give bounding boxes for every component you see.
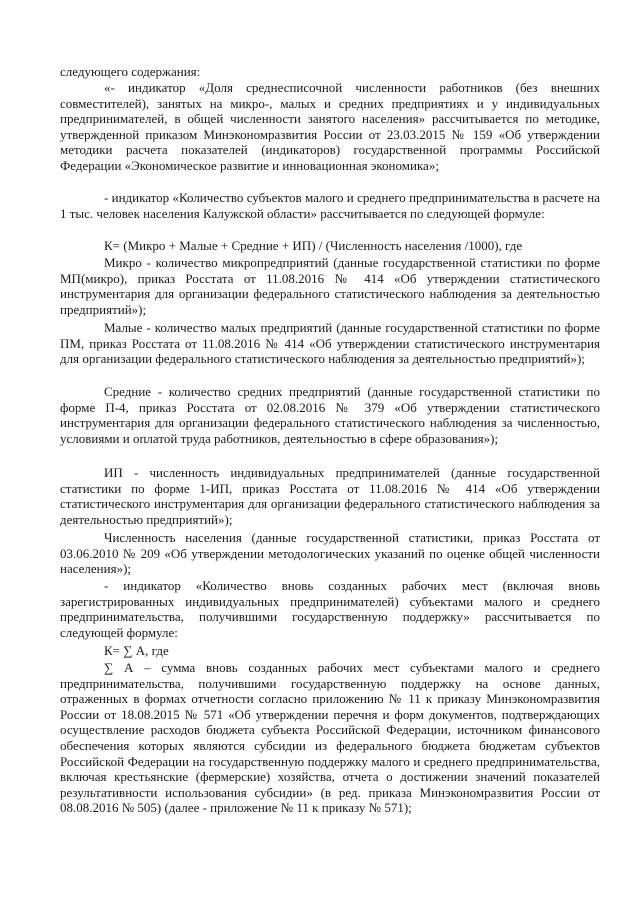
paragraph-medium: Средние - количество средних предприятий (данные государственной статистики по форме П-4, приказ Росстата от 02.08.2016 № 379 «Об утверждении статистического инструментария для организации федерального статистического наблюдения за численностью, условиями и оплатой труда работников, деятельностью в сфере образования»);	[60, 384, 600, 446]
paragraph-indicator-share: «- индикатор «Доля среднесписочной численности работников (без внешних совместителей), занятых на микро-, малых и средних предприятиях и у индивидуальных предпринимателей, в общей численности занятого населения» рассчитывается по методике, утвержденной приказом Минэкономразвития России от 23.03.2015 № 159 «Об утверждении методики расчета показателей (индикаторов) государственной программы Российской Федерации «Экономическое развитие и инновационная экономика»;	[60, 80, 600, 173]
paragraph-formula-k: К= (Микро + Малые + Средние + ИП) / (Численность населения /1000), где	[104, 238, 523, 253]
paragraph-sum-definition: ∑ А – сумма вновь созданных рабочих мест субъектами малого и среднего предпринимательства, получившими государственную поддержку на основе данных, отраженных в формах отчетности согласно приложению № 11 к приказу Минэкономразвития России от 18.08.2015 № 571 «Об утверждении перечня и форм документов, подтверждающих осуществление расходов бюджета субъекта Российской Федерации, источником финансового обеспечения которых являются субсидии из федерального бюджета бюджетам субъектов Российской Федерации на государственную поддержку малого и среднего предпринимательства, включая крестьянские (фермерские) хозяйства, отчета о достижении значений показателей результативности использования субсидии» (в ред. приказа Минэкономразвития России от 08.08.2016 № 505) (далее - приложение № 11 к приказу № 571);	[60, 660, 600, 816]
paragraph-ip: ИП - численность индивидуальных предпринимателей (данные государственной статистики по форме 1-ИП, приказ Росстата от 11.08.2016 № 414 «Об утверждении статистического инструментария для организации федерального статистического наблюдения за деятельностью предприятий»);	[60, 465, 600, 527]
paragraph-small: Малые - количество малых предприятий (данные государственной статистики по форме ПМ, приказ Росстата от 11.08.2016 № 414 «Об утверждении статистического инструментария для организации федерального статистического наблюдения за деятельностью предприятий»);	[60, 320, 600, 367]
paragraph-population: Численность населения (данные государственной статистики, приказ Росстата от 03.06.2010 № 209 «Об утверждении методологических указаний по оценке общей численности населения»);	[60, 530, 600, 577]
paragraph-indicator-count: - индикатор «Количество субъектов малого и среднего предпринимательства в расчете на 1 тыс. человек населения Калужской области» рассчитывается по следующей формуле:	[60, 190, 600, 221]
paragraph-micro: Микро - количество микропредприятий (данные государственной статистики по форме МП(микро), приказ Росстата от 11.08.2016 № 414 «Об утверждении статистического инструментария для организации федерального статистического наблюдения за деятельностью предприятий»);	[60, 255, 600, 317]
paragraph-formula-sum: К= ∑ А, где	[104, 643, 169, 658]
paragraph-intro: следующего содержания:	[60, 64, 201, 79]
paragraph-indicator-jobs: - индикатор «Количество вновь созданных рабочих мест (включая вновь зарегистрированных индивидуальных предпринимателей) субъектами малого и среднего предпринимательства, получившими государственную поддержку» рассчитывается по следующей формуле:	[60, 578, 600, 640]
